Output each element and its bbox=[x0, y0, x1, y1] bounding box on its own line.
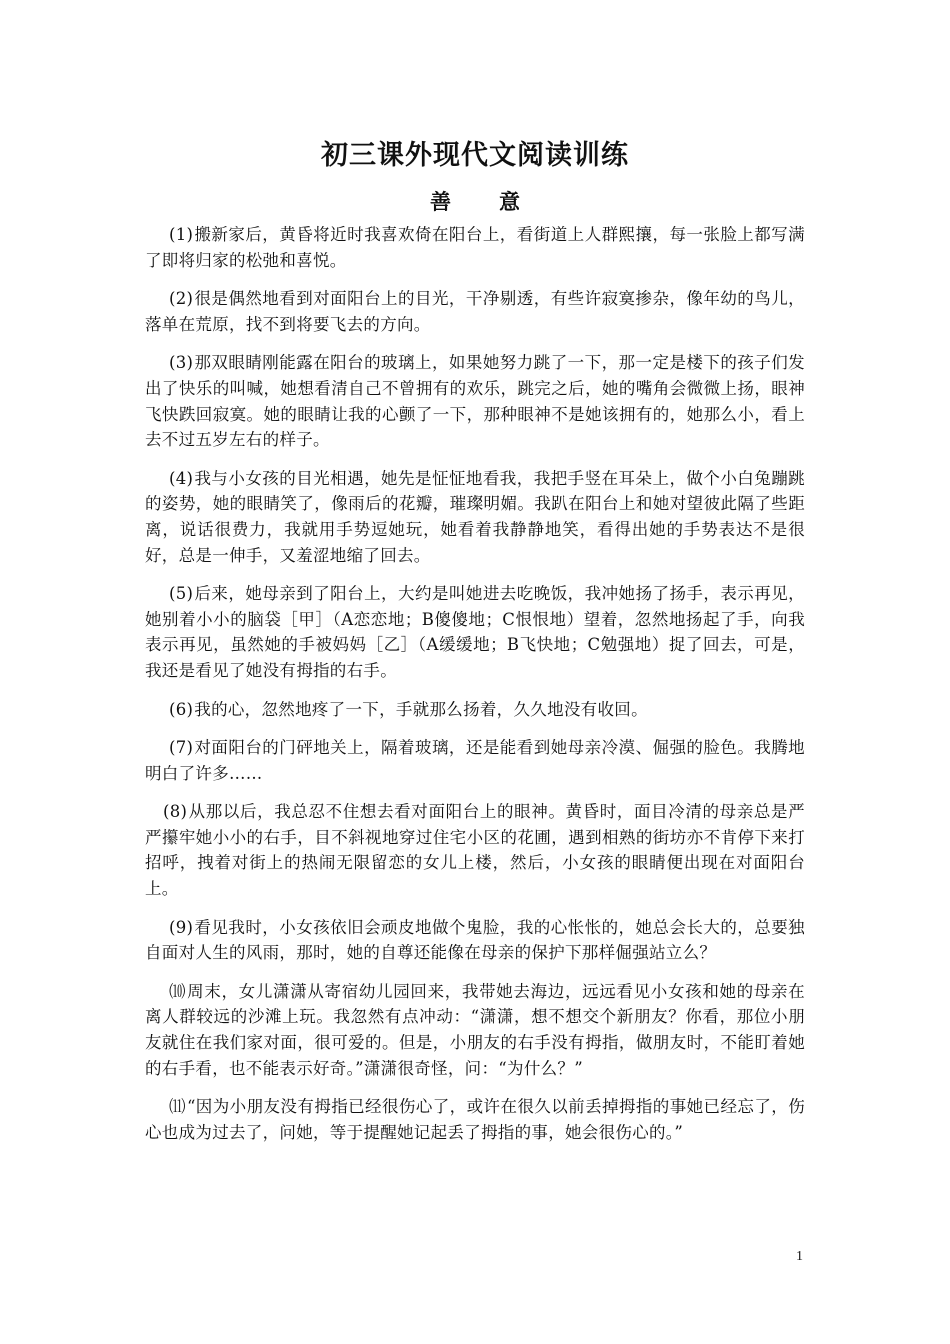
paragraph-text: “因为小朋友没有拇指已经很伤心了，或许在很久以前丢掉拇指的事她已经忘了，伤心也成为过去了，问她，等于提醒她记起丢了拇指的事，她会很伤心的。” bbox=[145, 1097, 805, 1142]
paragraph-8 bbox=[145, 799, 805, 901]
paragraph-number: (8) bbox=[163, 802, 188, 822]
paragraph-text: 那双眼睛刚能露在阳台的玻璃上，如果她努力跳了一下，那一定是楼下的孩子们发出了快乐的叫喊，她想看清自己不曾拥有的欢乐，跳完之后，她的嘴角会微微上扬，眼神飞快跌回寂寞。她的眼睛让我的心颤了一下，那种眼神不是她该拥有的，她那么小，看上去不过五岁左右的样子。 bbox=[145, 353, 805, 450]
paragraph-6 bbox=[145, 697, 805, 723]
paragraph-10 bbox=[145, 979, 805, 1081]
paragraph-text: 很是偶然地看到对面阳台上的目光，干净剔透，有些许寂寞掺杂，像年幼的鸟儿，落单在荒原，找不到将要飞去的方向。 bbox=[145, 289, 805, 334]
paragraph-7 bbox=[145, 735, 805, 786]
paragraph-text: 后来，她母亲到了阳台上，大约是叫她进去吃晚饭，我冲她扬了扬手，表示再见，她别着小小的脑袋［甲］（A恋恋地；B傻傻地；C恨恨地）望着，忽然地扬起了手，向我表示再见，虽然她的手被妈妈［乙］（A缓缓地；B飞快地；C勉强地）捉了回去，可是，我还是看见了她没有拇指的右手。 bbox=[145, 584, 805, 680]
paragraph-number: (1) bbox=[169, 225, 194, 244]
paragraph-number: (6) bbox=[169, 699, 194, 719]
paragraph-number: (9) bbox=[169, 917, 194, 937]
paragraph-text: 我的心，忽然地疼了一下，手就那么扬着，久久地没有收回。 bbox=[194, 699, 648, 719]
paragraph-number: (7) bbox=[169, 738, 194, 758]
paragraph-text: 看见我时，小女孩依旧会顽皮地做个鬼脸，我的心怅怅的，她总会长大的，总要独自面对人生的风雨，那时，她的自尊还能像在母亲的保护下那样倔强站立么？ bbox=[145, 917, 805, 963]
paragraph-number: ⑽ bbox=[169, 981, 187, 1001]
paragraph-number: (3) bbox=[169, 353, 194, 373]
paragraph-text: 搬新家后，黄昏将近时我喜欢倚在阳台上，看街道上人群熙攘，每一张脸上都写满了即将归家的松弛和喜悦。 bbox=[145, 225, 805, 270]
paragraph-3 bbox=[145, 350, 805, 452]
paragraph-text: 从那以后，我总忍不住想去看对面阳台上的眼神。黄昏时，面目冷清的母亲总是严严攥牢她小小的右手，目不斜视地穿过住宅小区的花圃，遇到相熟的街坊亦不肯停下来打招呼，拽着对街上的热闹无限留恋的女儿上楼，然后，小女孩的眼睛便出现在对面阳台上。 bbox=[145, 802, 805, 899]
paragraph-2 bbox=[145, 286, 805, 337]
paragraph-11 bbox=[145, 1094, 805, 1145]
paragraph-number: (2) bbox=[169, 289, 194, 309]
paragraph-4 bbox=[145, 466, 805, 568]
page-number: 1 bbox=[796, 1249, 803, 1264]
paragraph-number: (4) bbox=[169, 468, 194, 488]
article-body bbox=[145, 222, 805, 1158]
paragraph-text: 我与小女孩的目光相遇，她先是怔怔地看我，我把手竖在耳朵上，做个小白兔蹦跳的姿势，她的眼睛笑了，像雨后的花瓣，璀璨明媚。我趴在阳台上和她对望彼此隔了些距离，说话很费力，我就用手势逗她玩，她看着我静静地笑，看得出她的手势表达不是很好，总是一伸手，又羞涩地缩了回去。 bbox=[145, 468, 805, 565]
paragraph-number: (5) bbox=[169, 584, 194, 604]
paragraph-text: 对面阳台的门砰地关上，隔着玻璃，还是能看到她母亲冷漠、倔强的脸色。我腾地明白了许多…… bbox=[145, 738, 805, 783]
document-title: 初三课外现代文阅读训练 bbox=[321, 140, 629, 171]
article-subtitle: 善意 bbox=[430, 189, 568, 214]
paragraph-1 bbox=[145, 222, 805, 273]
paragraph-5 bbox=[145, 581, 805, 683]
paragraph-9 bbox=[145, 915, 805, 966]
paragraph-number: ⑾ bbox=[169, 1097, 186, 1117]
paragraph-text: 周末，女儿潇潇从寄宿幼儿园回来，我带她去海边，远远看见小女孩和她的母亲在离人群较远的沙滩上玩。我忽然有点冲动：“潇潇，想不想交个新朋友？你看，那位小朋友就住在我们家对面，很可爱的。但是，小朋友的右手没有拇指，做朋友时，不能盯着她的右手看，也不能表示好奇。”潇潇很奇怪，问：“为什么？” bbox=[145, 981, 805, 1078]
